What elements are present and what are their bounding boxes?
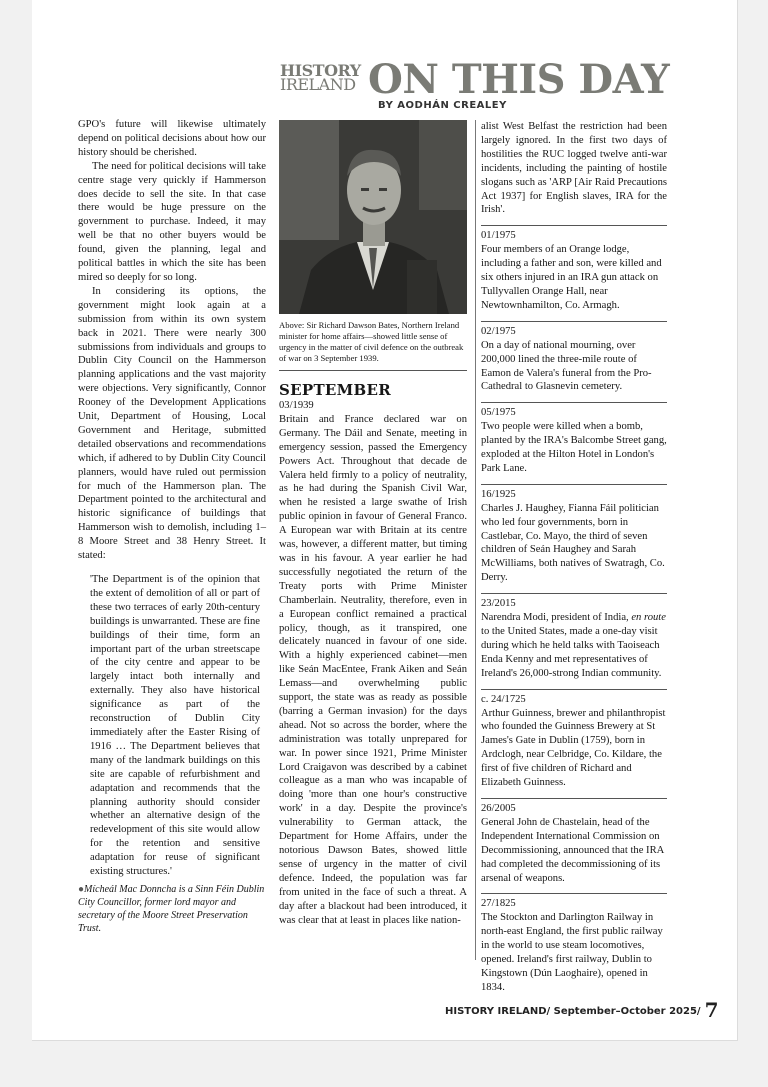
list-item (481, 798, 667, 885)
entry-date: 27/1825 (481, 898, 516, 910)
list-item (481, 402, 667, 476)
author-credit-text: Mícheál Mac Donncha is a Sinn Féin Dublin City Councillor, former lord mayor and secretary of the Moore Street Preservation Trust. (78, 883, 265, 934)
paragraph: The need for political decisions will take centre stage very quickly if Hammerson does decide to sell the site. In that case there would be huge pressure on the government to purchase. Indeed, it may well be that no other buyers would be found, given the planning, legal and political battles in which the site has been mired so deeply for so long. (78, 160, 266, 283)
page-footer (445, 998, 719, 1022)
footer-text: HISTORY IRELAND/ September–October 2025/ (445, 1006, 701, 1017)
paragraph: In considering its options, the government might look again at a submission from within its own system back in 2021. There were nearly 300 submissions from individuals and groups to Dublin City Council on the Hammerson planning applications and the vast majority were objections. Very significantly, Connor Rooney of the Development Applications Unit, Department of Housing, Local Government and Heritage, submitted detailed observations and recommendations which, if adhered to by Dublin City Council planners, would have ruled out permission for much of the Hammerson plan. The Department pointed to the architectural and historic significance of buildings that Hammerson wish to demolish, including 1–8 Moore Street and 38 Henry Street. It stated: (78, 285, 266, 562)
author-credit (78, 883, 266, 935)
page-number: 7 (704, 998, 719, 1022)
block-quote: 'The Department is of the opinion that the extent of demolition of all or part of these two terraces of early 20th-century buildings is unwarranted. These are fine buildings of their time, form an important part of the urban streetscape of the city centre and appear to be largely intact both internally and externally. They also have historical significance as part of the reconstruction of Dublin City immediately after the Easter Rising of 1916 … The Department believes that many of the landmark buildings on this site are capable of refurbishment and adaptation and recommends that the planning authority should consider whether an alternative design of the redevelopment of this site would allow for the retention and sensitive adaptation for reuse of significant existing structures.' (90, 574, 260, 878)
list-item (481, 225, 667, 312)
byline: BY AODHÁN CREALEY (378, 100, 507, 111)
portrait-photo (279, 120, 467, 314)
column-right (481, 120, 667, 995)
column-middle (279, 120, 467, 927)
entry-text: Two people were killed when a bomb, planted by the IRA's Balcombe Street gang, exploded at the Hilton Hotel in London's Park Lane. (481, 421, 667, 474)
entry-date: 02/1975 (481, 325, 516, 337)
entry-text (481, 611, 667, 681)
entry-text-italic: en route (631, 612, 666, 624)
entry-text: Charles J. Haughey, Fianna Fáil politician who led four governments, born in Castlebar, Co. Mayo, the third of seven children of Seán Haughey and Sarah McWilliams, both natives of Swatragh, Co. Derry. (481, 502, 665, 584)
list-item (481, 689, 667, 790)
entry-text: Four members of an Orange lodge, including a father and son, were killed and six others injured in an IRA gun attack on Tullyvallen Orange Hall, near Newtownhamilton, Co. Armagh. (481, 244, 662, 311)
paragraph: GPO's future will likewise ultimately depend on political decisions about how our history should be cherished. (78, 119, 266, 158)
list-item (481, 593, 667, 680)
entry-date: 16/1925 (481, 488, 516, 500)
column-divider (475, 120, 476, 960)
photo-caption: Above: Sir Richard Dawson Bates, Northern Ireland minister for home affairs—showed little sense of urgency in the matter of civil defence on the outbreak of war on 3 September 1939. (279, 320, 467, 371)
entry-date: 05/1975 (481, 407, 516, 419)
section-title: ON THIS DAY (368, 56, 670, 103)
column-left (78, 118, 266, 935)
entry-date: 03/1939 (279, 400, 314, 411)
continuation-text: alist West Belfast the restriction had been largely ignored. In the first two days of hostilities the RUC logged twelve anti-war incidents, including the painting of hostile slogans such as 'ARP [Air Raid Precautions Act 1937] for English slaves, IRA for the Irish'. (481, 121, 667, 216)
entry-date: 23/2015 (481, 598, 516, 610)
list-item (481, 484, 667, 585)
logo-line-2: IRELAND (280, 75, 356, 94)
entry-date: 01/1975 (481, 230, 516, 242)
entry-text-part: to the United States, made a one-day visit during which he held talks with Taoiseach Enda Kenny and met representatives of Ireland's 26,000-strong Indian community. (481, 626, 662, 679)
entry-date: c. 24/1725 (481, 693, 526, 705)
list-item (481, 321, 667, 395)
entry-date: 26/2005 (481, 802, 516, 814)
list-item (481, 893, 667, 994)
bullet-icon: ● (78, 883, 85, 895)
month-heading: SEPTEMBER (279, 381, 392, 399)
logo-line-1: HISTORY (280, 61, 361, 80)
history-ireland-logo (280, 61, 362, 94)
entry-body: Britain and France declared war on Germany. The Dáil and Senate, meeting in emergency session, passed the Emergency Powers Act. Throughout that decade de Valera held firmly to a policy of neutrality, as he had during the Spanish Civil War, when he resisted a large swathe of Irish public opinion in favour of General Franco. A European war with Britain at its centre was, however, a different matter, but timing was in his favour. A year earlier he had successfully negotiated the return of the Treaty ports with Prime Minister Chamberlain. Neutrality, therefore, even in a European conflict remained a practical policy, though, as it transpired, one delicately nuanced in favour of one side. With a highly experienced cabinet—men like Seán MacEntee, Frank Aiken and Seán Lemass—and overwhelming public support, the state was as ready as possible (barring a German invasion) for the days ahead. Not so across the border, where the administration was totally unprepared for war. In power since 1921, Prime Minister Lord Craigavon was described by a cabinet colleague as a man who was incapable of doing 'more than one hour's constructive work' in a day. Despite the province's vulnerability to German attack, the Department for Home Affairs, under the notorious Dawson Bates, showed little sense of urgency in the matter of civil defence. Indeed, the population was far from united in the face of such a threat. A day after a blackout had been introduced, it was clear that at least in places like nation- (279, 413, 467, 926)
entry-text: The Stockton and Darlington Railway in north-east England, the first public railway in the world to use steam locomotives, opened. Ireland's first railway, Dublin to Kingstown (Dún Laoghaire), opened in 1834. (481, 912, 663, 993)
entry-text: On a day of national mourning, over 200,000 lined the three-mile route of Eamon de Valera's funeral from the Pro-Cathedral to Glasnevin cemetery. (481, 339, 652, 393)
entry-text: General John de Chastelain, head of the Independent International Commission on Decommissioning, announced that the IRA had completed the decommissioning of its arsenal of weapons. (481, 816, 664, 884)
entry-text: Arthur Guinness, brewer and philanthropist who founded the Guinness Brewery at St James's Gate in Dublin (1759), born in Ardclogh, near Celbridge, Co. Kildare, the first of five children of Richard and Elizabeth Guinness. (481, 707, 666, 789)
entry-text-part: Narendra Modi, president of India, (481, 612, 632, 624)
portrait-illustration (279, 120, 467, 314)
